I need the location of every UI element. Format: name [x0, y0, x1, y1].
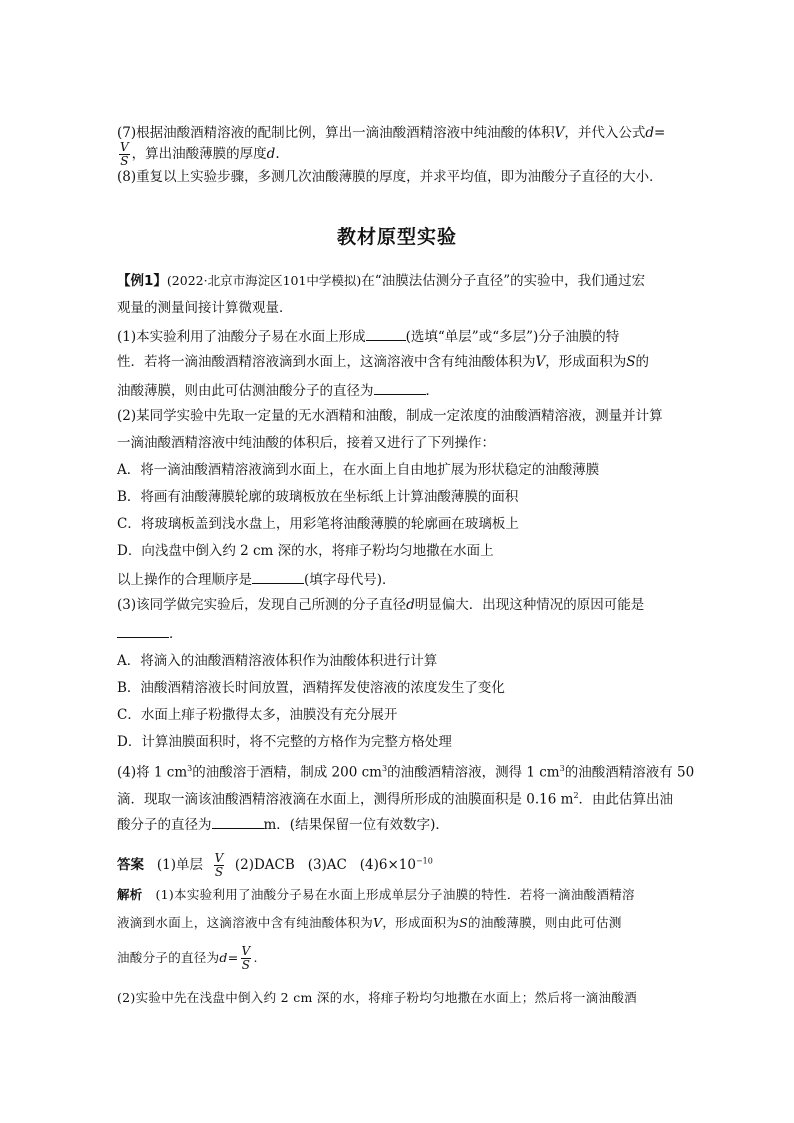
step7-line2: [117, 141, 280, 168]
q4-l3-text-b: m．(结果保留一位有效数字)．: [263, 817, 449, 833]
q2-option-c: C．将玻璃板盖到浅水盘上，用彩笔将油酸薄膜的轮廓画在玻璃板上: [117, 516, 519, 532]
var-s: S: [626, 354, 636, 370]
q1-l2-text-a: 性．若将一滴油酸酒精溶液滴到水面上，这滴溶液中含有纯油酸体积为: [117, 354, 536, 370]
q3-blank[interactable]: [117, 623, 169, 638]
q4-blank[interactable]: [212, 814, 264, 829]
q3-text-a: (3)该同学做完实验后，发现自己所测的分子直径: [117, 597, 407, 613]
q2-order-text: 以上操作的合理顺序是: [117, 572, 252, 588]
q4-l2-text-a: 滴．现取一滴该油酸酒精溶液滴在水面上，测得所形成的油膜面积是 0.16 m: [117, 791, 574, 808]
q3-text-b: 明显偏大．出现这种情况的原因可能是: [414, 597, 645, 613]
var-s: S: [459, 915, 469, 930]
analysis-line3: [117, 945, 258, 972]
q3-blank-end: ．: [169, 626, 183, 642]
fraction-denominator: S: [120, 154, 129, 168]
q3-option-d: D．计算油膜面积时，将不完整的方格作为完整方格处理: [117, 734, 452, 750]
q1-text-a: (1)本实验利用了油酸分子易在水面上形成: [117, 329, 366, 345]
answer-fraction: [214, 852, 225, 879]
answer-part4: (4)6×10: [359, 857, 416, 873]
q4-l3-text-a: 酸分子的直径为: [117, 817, 212, 833]
answer-part1: (1)单层: [156, 857, 203, 873]
equals-sign: =: [227, 950, 239, 965]
q4-line2: [117, 787, 673, 809]
step8-line: (8)重复以上实验步骤，多测几次油酸薄膜的厚度，并求平均值，即为油酸分子直径的大小．: [117, 169, 663, 185]
example-line1: [117, 272, 645, 290]
example-tag: 【例1】: [117, 273, 167, 289]
q3-option-c: C．水面上痱子粉撒得太多，油膜没有充分展开: [117, 707, 398, 723]
analysis-line4: (2)实验中先在浅盘中倒入约 2 cm 深的水，将痱子粉均匀地撒在水面上；然后将一滴油酸酒: [117, 990, 637, 1005]
q3-option-a: A．将滴入的油酸酒精溶液体积作为油酸体积进行计算: [117, 653, 438, 669]
q1-blank-2[interactable]: [374, 380, 426, 395]
q2-line1: (2)某同学实验中先取一定量的无水酒精和油酸，制成一定浓度的油酸酒精溶液，测量并计算: [117, 408, 663, 424]
analysis-l2-text-a: 液滴到水面上，这滴溶液中含有纯油酸体积为: [117, 915, 374, 930]
answer-line: [117, 852, 433, 879]
superscript-3: 3: [559, 764, 565, 773]
var-v: V: [535, 354, 546, 370]
q4-text-a: (4)将 1 cm: [117, 764, 188, 781]
q1-line1: [117, 326, 619, 346]
fraction-denominator: S: [214, 865, 224, 879]
step7-line1: [117, 124, 665, 142]
fraction-numerator: V: [241, 944, 251, 958]
analysis-l3-text: 油酸分子的直径为: [117, 950, 220, 965]
example-source: (2022·北京市海淀区101中学模拟): [166, 273, 362, 288]
q2-blank[interactable]: [252, 569, 304, 584]
analysis-l2-text-c: 的油酸薄膜，则由此可估测: [468, 915, 622, 930]
q4-line3: [117, 814, 449, 834]
q4-line1: [117, 760, 694, 782]
analysis-l2-text-b: ，形成面积为: [382, 915, 460, 930]
analysis-line2: [117, 914, 622, 932]
answer-label: 答案: [117, 857, 144, 873]
step7-text: (7)根据油酸酒精溶液的配制比例，算出一滴油酸酒精溶液中纯油酸的体积: [117, 125, 555, 141]
q1-l2-text-c: 的: [635, 354, 649, 370]
superscript-3: 3: [381, 764, 388, 773]
equals-sign: =: [654, 125, 666, 141]
step7-text-c: ，算出油酸薄膜的厚度: [131, 146, 267, 162]
q2-line2: 一滴油酸酒精溶液中纯油酸的体积后，接着又进行了下列操作：: [117, 435, 495, 451]
step7-text-b: ，并代入公式: [564, 125, 646, 141]
var-d: d: [645, 125, 655, 141]
q4-text-c: 的油酸酒精溶液，测得 1 cm: [387, 764, 560, 781]
q1-l3-text: 油酸薄膜，则由此可估测油酸分子的直径为: [117, 383, 374, 399]
fraction-numerator: V: [214, 851, 224, 865]
q3-blank-line: [117, 623, 183, 643]
var-v: V: [554, 125, 565, 141]
q1-blank-1[interactable]: [366, 326, 406, 341]
q4-text-d: 的油酸酒精溶液有 50: [564, 764, 695, 781]
analysis-line1: [117, 886, 635, 904]
q2-option-a: A．将一滴油酸酒精溶液滴到水面上，在水面上自由地扩展为形状稳定的油酸薄膜: [117, 462, 600, 478]
q2-order-line: [117, 569, 396, 589]
q1-line3: [117, 380, 439, 400]
analysis-l3-end: .: [253, 950, 258, 965]
section-title: 教材原型实验: [336, 226, 457, 248]
q1-line2: [117, 353, 649, 371]
q2-order-end: (填字母代号)．: [304, 572, 396, 588]
fraction-v-over-s: [119, 141, 130, 168]
var-d-2: d: [266, 146, 276, 162]
var-v: V: [373, 915, 383, 930]
var-d: d: [406, 597, 415, 613]
q3-option-b: B．油酸酒精溶液长时间放置，酒精挥发使溶液的浓度发生了变化: [117, 680, 505, 696]
answer-part2: (2)DACB: [234, 857, 295, 873]
q1-l2-text-b: ，形成面积为: [545, 354, 627, 370]
q2-option-b: B．将画有油酸薄膜轮廓的玻璃板放在坐标纸上计算油酸薄膜的面积: [117, 489, 519, 505]
analysis-text-1: (1)本实验利用了油酸分子易在水面上形成单层分子油膜的特性．若将一滴油酸酒精溶: [155, 887, 635, 902]
q4-l2-text-b: ．由此估算出油: [578, 791, 674, 808]
q2-option-d: D．向浅盘中倒入约 2 cm 深的水，将痱子粉均匀地撒在水面上: [117, 543, 494, 559]
answer-exponent: −10: [415, 856, 433, 866]
analysis-label: 解析: [117, 887, 143, 902]
fraction-denominator: S: [241, 958, 251, 972]
superscript-3: 3: [187, 764, 193, 773]
q3-line1: [117, 596, 644, 614]
q1-l3-end: ．: [425, 383, 439, 399]
q4-text-b: 的油酸溶于酒精，制成 200 cm: [192, 764, 382, 781]
analysis-fraction: [241, 945, 252, 972]
var-d: d: [219, 950, 228, 965]
answer-part3: (3)AC: [307, 857, 347, 873]
example-line2: 观量的测量间接计算微观量．: [117, 300, 293, 316]
q1-text-b: (选填“单层”或“多层”)分子油膜的特: [405, 329, 620, 345]
example-intro: 在“油膜法估测分子直径”的实验中，我们通过宏: [361, 273, 646, 289]
step7-end: .: [275, 146, 280, 162]
superscript-2: 2: [573, 791, 579, 800]
fraction-numerator: V: [120, 140, 129, 154]
